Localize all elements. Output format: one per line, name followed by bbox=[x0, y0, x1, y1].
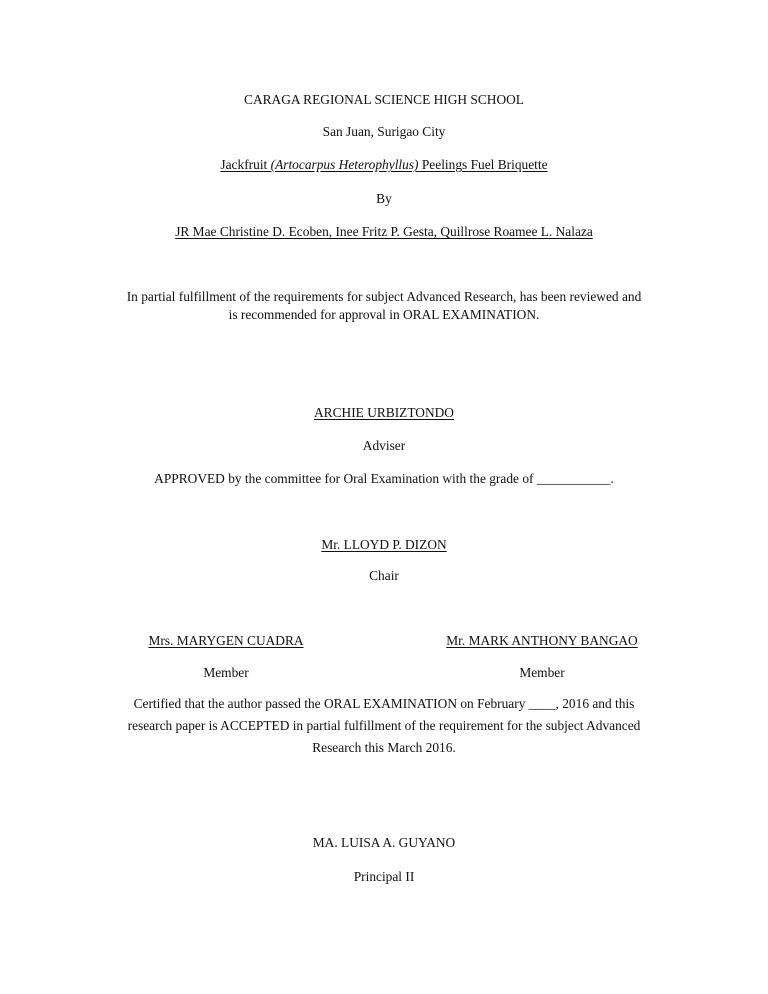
by-label: By bbox=[376, 191, 392, 206]
certification-line-2: research paper is ACCEPTED in partial fulfillment of the requirement for the subject Advanced bbox=[127, 718, 641, 733]
principal-role: Principal II bbox=[353, 869, 415, 884]
certification-line-1: Certified that the author passed the ORAL EXAMINATION on February ____, 2016 and this bbox=[133, 696, 635, 711]
member-2-role: Member bbox=[519, 665, 565, 680]
member-1-role: Member bbox=[203, 665, 249, 680]
member-1-name: Mrs. MARYGEN CUADRA bbox=[148, 633, 304, 648]
school-location: San Juan, Surigao City bbox=[322, 124, 446, 139]
certification-line-3: Research this March 2016. bbox=[312, 740, 456, 755]
title-suffix: Peelings Fuel Briquette bbox=[418, 157, 548, 172]
adviser-role: Adviser bbox=[362, 438, 406, 453]
chair-role: Chair bbox=[369, 568, 399, 583]
fulfillment-line-2: is recommended for approval in ORAL EXAMINATION. bbox=[228, 307, 540, 322]
research-title bbox=[0, 157, 768, 173]
title-prefix: Jackfruit bbox=[220, 157, 271, 172]
fulfillment-line-1: In partial fulfillment of the requirements for subject Advanced Research, has been reviewed and bbox=[126, 289, 642, 304]
principal-name: MA. LUISA A. GUYANO bbox=[312, 835, 456, 850]
title-scientific-name: (Artocarpus Heterophyllus) bbox=[270, 157, 419, 172]
member-2-name: Mr. MARK ANTHONY BANGAO bbox=[446, 633, 638, 648]
school-name: CARAGA REGIONAL SCIENCE HIGH SCHOOL bbox=[244, 92, 524, 107]
chair-name: Mr. LLOYD P. DIZON bbox=[321, 537, 447, 552]
adviser-name: ARCHIE URBIZTONDO bbox=[314, 405, 454, 420]
approval-statement: APPROVED by the committee for Oral Examination with the grade of ___________. bbox=[154, 471, 614, 486]
authors: JR Mae Christine D. Ecoben, Inee Fritz P. Gesta, Quillrose Roamee L. Nalaza bbox=[175, 224, 593, 239]
